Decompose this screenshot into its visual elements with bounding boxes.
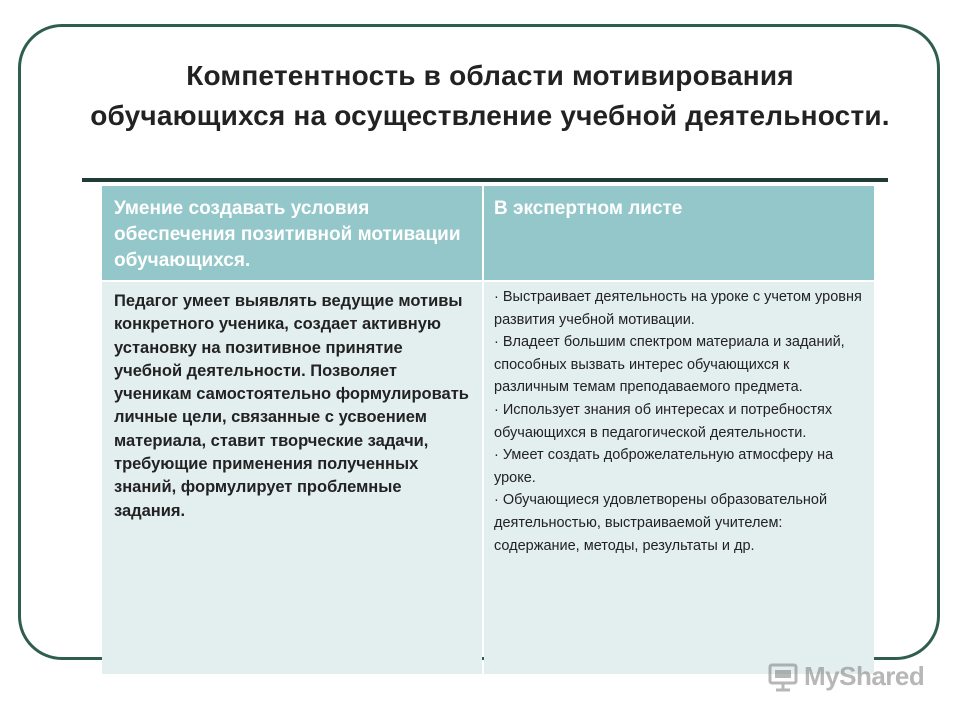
competency-table: [102, 186, 874, 674]
header-expert-sheet: В экспертном листе: [484, 186, 874, 280]
criteria-item: · Обучающиеся удовлетворены образовательной деятельностью, выстраиваемой учителем: содержание, методы, результаты и др.: [494, 492, 828, 554]
watermark-text: MyShared: [804, 660, 925, 691]
criteria-item: · Владеет большим спектром материала и заданий, способных вызвать интерес обучающихся к различным темам преподаваемого предмета.: [494, 334, 845, 396]
criteria-item: · Умеет создать доброжелательную атмосферу на уроке.: [494, 447, 834, 486]
slide-title: Компетентность в области мотивирования обучающихся на осуществление учебной деятельности.: [90, 60, 890, 131]
criteria-list: [484, 282, 874, 674]
header-skill: Умение создавать условия обеспечения позитивной мотивации обучающихся.: [102, 186, 482, 280]
watermark: [766, 656, 924, 696]
skill-description: Педагог умеет выявлять ведущие мотивы конкретного ученика, создает активную установку на позитивное принятие учебной деятельности. Позволяет ученикам самостоятельно формулировать личные цели, связанные с усвоением материала, ставит творческие задачи, требующие применения полученных знаний, формулирует проблемные задания.: [102, 282, 482, 674]
title-divider: [82, 178, 888, 182]
projector-screen-icon: [766, 659, 800, 693]
criteria-item: · Использует знания об интересах и потребностях обучающихся в педагогической деятельности.: [494, 401, 833, 441]
criteria-item: · Выстраивает деятельность на уроке с учетом уровня развития учебной мотивации.: [494, 289, 862, 328]
